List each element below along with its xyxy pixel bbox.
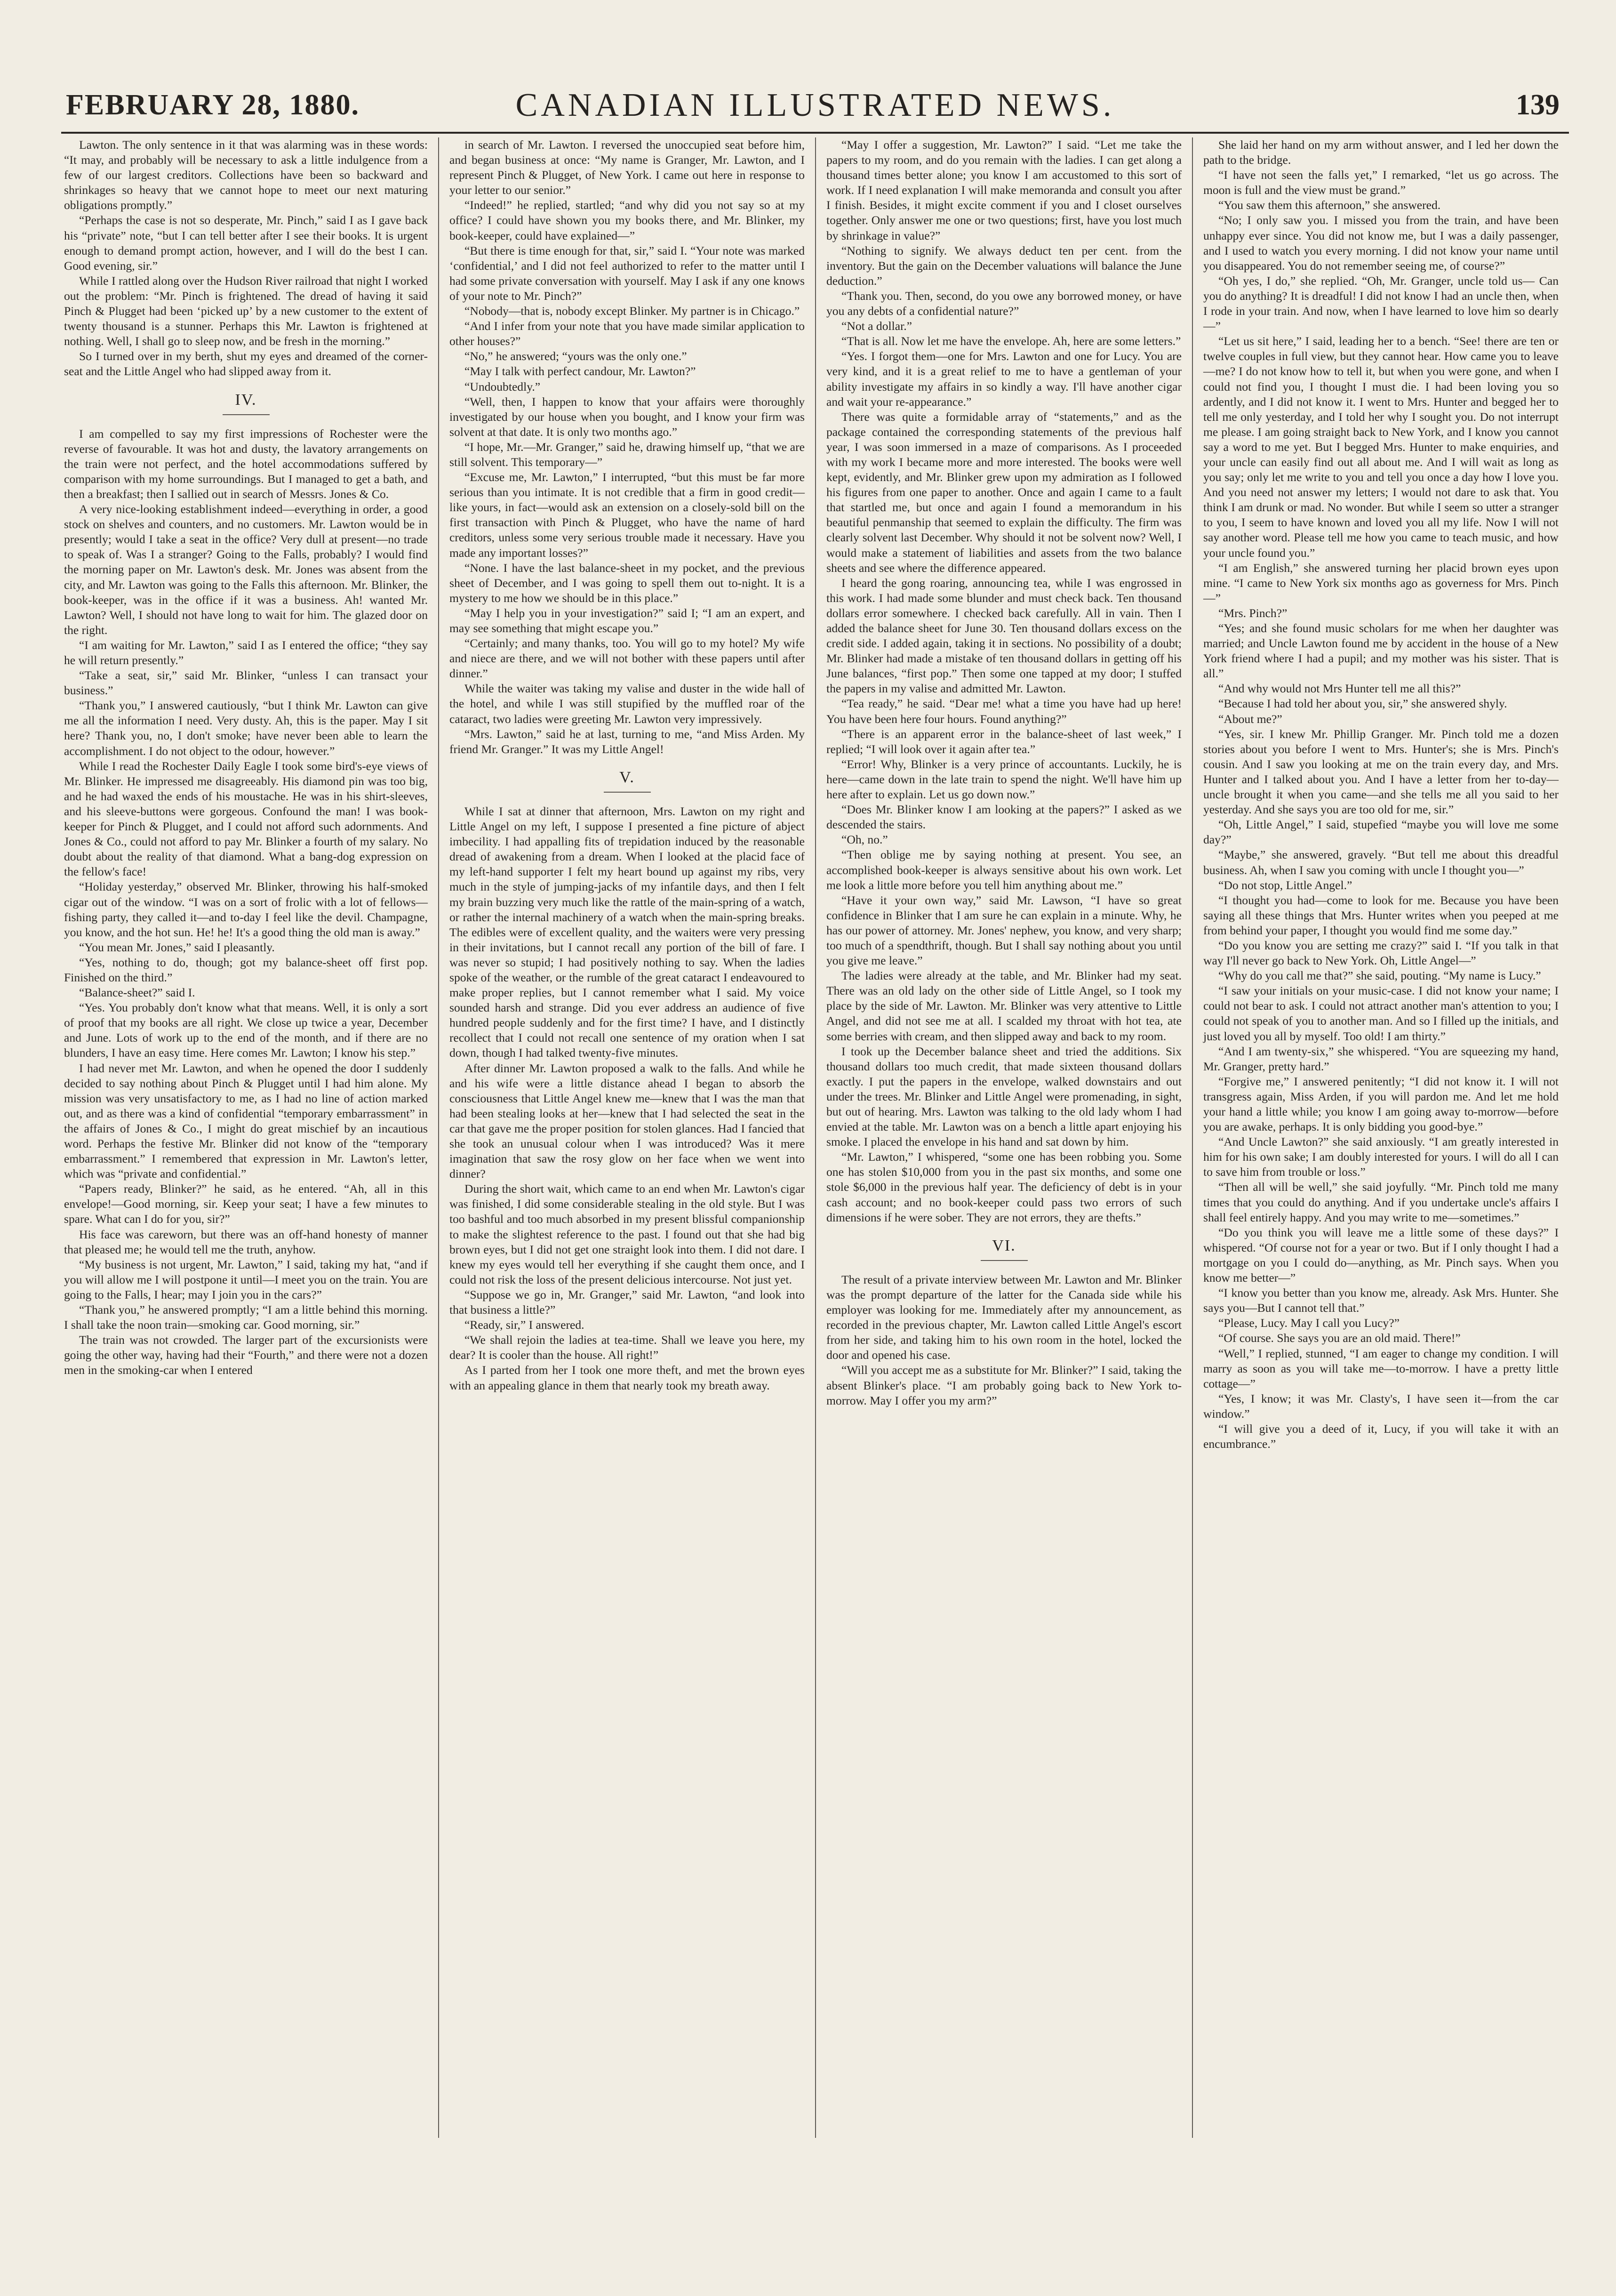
article-paragraph: “I saw your initials on your music-case. I did not know your name; I could not bear to ask. I could not attract another man's attention to you; I could not speak of you to another man. And so I filled up the initials, and just loved you all by myself. Too old! I am thirty.”: [1203, 984, 1559, 1043]
article-paragraph: “I will give you a deed of it, Lucy, if you will take it with an encumbrance.”: [1203, 1421, 1559, 1451]
article-paragraph: “We shall rejoin the ladies at tea-time. Shall we leave you here, my dear? It is cooler than the house. All right!”: [449, 1333, 805, 1362]
article-paragraph: “Yes, sir. I knew Mr. Phillip Granger. Mr. Pinch told me a dozen stories about you before I went to Mrs. Hunter's; she is Mrs. Pinch's cousin. And I saw you looking at me on the train every day, and Mrs. Hunter and I talked about you. And I have a letter from her to-day—uncle brought it when you came—and she tells me all you said to her yesterday. And she says you are too old for me, sir.”: [1203, 727, 1559, 817]
article-paragraph: “Please, Lucy. May I call you Lucy?”: [1218, 1316, 1400, 1330]
article-paragraph: “Ready, sir,” I answered.: [464, 1318, 584, 1332]
article-paragraph: Lawton. The only sentence in it that was alarming was in these words: “It may, and probably will be necessary to ask a little indulgence from a few of our largest creditors. Collections have been so backward and shrinkages so heavy that we cannot hope to meet our next maturing obligations promptly.”: [64, 138, 428, 212]
article-paragraph: After dinner Mr. Lawton proposed a walk to the falls. And while he and his wife were a little distance ahead I began to absorb the consciousness that Little Angel knew me—knew that I was the man that had been stealing looks at her—knew that I had selected the seat in the car that gave me the proper position for stolen glances. Had I fancied that she took an unusual colour when I was introduced? Was it mere imagination that saw the rosy glow on her face when we went into dinner?: [449, 1061, 805, 1181]
article-paragraph: I took up the December balance sheet and tried the additions. Six thousand dollars too much credit, that made sixteen thousand dollars exactly. I put the papers in the envelope, walked downstairs and out under the trees. Mr. Blinker and Little Angel were promenading, in sight, but out of hearing. Mrs. Lawton was talking to the old lady whom I had envied at the table. Mr. Lawton was on a bench a little apart enjoying his smoke. I placed the envelope in his hand and sat down by him.: [826, 1044, 1182, 1149]
article-paragraph: “Of course. She says you are an old maid. There!”: [1218, 1331, 1461, 1345]
column-3: [815, 137, 1192, 2138]
chapter-number: VI.: [992, 1236, 1016, 1254]
article-paragraph: During the short wait, which came to an end when Mr. Lawton's cigar was finished, I did some considerable stealing in the old style. But I was too bashful and too much absorbed in my present blissful companionship to make the slightest reference to the past. I found out that she had big brown eyes, but I did not get one straight look into them. I did not dare. I knew my eyes would tell her everything if she caught them once, and I could not risk the loss of the present delicious intercourse. Not just yet.: [449, 1182, 805, 1286]
page-number: 139: [1516, 89, 1560, 121]
article-paragraph: “Oh yes, I do,” she replied. “Oh, Mr. Granger, uncle told us— Can you do anything? It is dreadful! I did not know I had an uncle then, when I rode in your train. And now, when I have learned to love him so dearly—”: [1203, 273, 1559, 333]
article-paragraph: “None. I have the last balance-sheet in my pocket, and the previous sheet of December, and I was going to spell them out to-night. It is a mystery to me how we should be in this place.”: [449, 561, 805, 605]
article-paragraph: “Do you know you are setting me crazy?” said I. “If you talk in that way I'll never go back to New York. Oh, Little Angel—”: [1203, 938, 1559, 968]
article-paragraph: “You saw them this afternoon,” she answered.: [1218, 198, 1441, 212]
article-paragraph: “Error! Why, Blinker is a very prince of accountants. Luckily, he is here—came down in the late train to spend the night. We'll have him up here after to explain. Let us go down now.”: [826, 757, 1182, 802]
article-paragraph: While I read the Rochester Daily Eagle I took some bird's-eye views of Mr. Blinker. He impressed me disagreeably. His diamond pin was too big, and he had waxed the ends of his moustache. He was in his shirt-sleeves, and his sleeve-buttons were gorgeous. Confound the man! I was book-keeper for Pinch & Plugget, and I could not afford such adornments. And Jones & Co., could not afford to pay Mr. Blinker a fourth of my salary. No doubt about the reality of that diamond. What a bang-dog expression on the fellow's face!: [64, 759, 428, 879]
article-paragraph: The train was not crowded. The larger part of the excursionists were going the other way, having had their “Fourth,” and there were not a dozen men in the smoking-car when I entered: [64, 1333, 428, 1377]
chapter-rule: [604, 792, 651, 793]
chapter-rule: [223, 414, 270, 415]
article-paragraph: “Well,” I replied, stunned, “I am eager to change my condition. I will marry as soon as you will take me—to-morrow. I have a pretty little cottage—”: [1203, 1346, 1559, 1390]
article-paragraph: “Thank you,” I answered cautiously, “but I think Mr. Lawton can give me all the information I need. Very dusty. Ah, this is the paper. May I sit here? Thank you, no, I don't smoke; have never been able to learn the accomplishment. I do not object to the odour, however.”: [64, 698, 428, 758]
article-paragraph: I had never met Mr. Lawton, and when he opened the door I suddenly decided to say nothing about Pinch & Plugget until I had him alone. My mission was very unsatisfactory to me, as I had no line of action marked out, and as there was a kind of confidential “temporary embarrassment” in the affairs of Jones & Co., I might do great mischief by an incautious word. Perhaps the festive Mr. Blinker did not know of the “temporary embarrassment.” I remembered that expression in Mr. Lawton's letter, which was “private and confidential.”: [64, 1061, 428, 1181]
article-paragraph: “May I offer a suggestion, Mr. Lawton?” I said. “Let me take the papers to my room, and do you remain with the ladies. I can get along a thousand times better alone; you know I am accustomed to this sort of work. If I need explanation I will make memoranda and consult you after I finish. Besides, it might excite comment if you and I closet ourselves together. Only answer me one or two questions; first, have you lost much by shrinkage in value?”: [826, 138, 1182, 242]
article-paragraph: “Suppose we go in, Mr. Granger,” said Mr. Lawton, “and look into that business a little?”: [449, 1287, 805, 1317]
article-paragraph: “Certainly; and many thanks, too. You will go to my hotel? My wife and niece are there, and we will not bother with these papers until after dinner.”: [449, 636, 805, 681]
article-paragraph: “There is an apparent error in the balance-sheet of last week,” I replied; “I will look over it again after tea.”: [826, 727, 1182, 756]
article-paragraph: “Nothing to signify. We always deduct ten per cent. from the inventory. But the gain on the December valuations will balance the June deduction.”: [826, 243, 1182, 288]
article-paragraph: “And I infer from your note that you have made similar application to other houses?”: [449, 319, 805, 348]
article-paragraph: While the waiter was taking my valise and duster in the wide hall of the hotel, and while I was still stupified by the muffled roar of the cataract, two ladies were greeting Mr. Lawton very impressively.: [449, 682, 805, 726]
chapter-heading: [64, 393, 428, 415]
issue-date: FEBRUARY 28, 1880.: [66, 89, 360, 121]
article-paragraph: She laid her hand on my arm without answer, and I led her down the path to the bridge.: [1203, 138, 1559, 167]
article-paragraph: “I am waiting for Mr. Lawton,” said I as I entered the office; “they say he will return presently.”: [64, 638, 428, 667]
column-4: [1192, 137, 1569, 2138]
chapter-heading: [826, 1238, 1182, 1261]
chapter-number: IV.: [235, 391, 257, 409]
article-paragraph: “Yes. You probably don't know what that means. Well, it is only a sort of proof that my books are all right. We close up twice a year, December and June. Lots of work up to the end of the month, and if there are no blunders, I have an easy time. Here comes Mr. Lawton; I know his step.”: [64, 1001, 428, 1060]
article-paragraph: “You mean Mr. Jones,” said I pleasantly.: [79, 940, 275, 954]
article-paragraph: “Does Mr. Blinker know I am looking at the papers?” I asked as we descended the stairs.: [826, 803, 1182, 832]
article-paragraph: “I know you better than you know me, already. Ask Mrs. Hunter. She says you—But I cannot tell that.”: [1203, 1286, 1559, 1315]
article-paragraph: “Yes, nothing to do, though; got my balance-sheet off first pop. Finished on the third.”: [64, 955, 428, 984]
article-paragraph: “Take a seat, sir,” said Mr. Blinker, “unless I can transact your business.”: [64, 668, 428, 698]
chapter-rule: [981, 1260, 1028, 1261]
article-paragraph: “Oh, Little Angel,” I said, stupefied “maybe you will love me some day?”: [1203, 818, 1559, 847]
article-paragraph: “Perhaps the case is not so desperate, Mr. Pinch,” said I as I gave back his “private” note, “but I can tell better after I see their books. It is urgent enough to demand prompt action, however, and I will do the best I can. Good evening, sir.”: [64, 213, 428, 273]
article-paragraph: “Forgive me,” I answered penitently; “I did not know it. I will not transgress again, Miss Arden, if you will pardon me. And let me hold your hand a little while; you know I am going away to-morrow—before you are awake, perhaps. It is only bidding you good-bye.”: [1203, 1074, 1559, 1134]
article-paragraph: “Well, then, I happen to know that your affairs were thoroughly investigated by our house when you bought, and I know your firm was solvent at that date. It is only two months ago.”: [449, 394, 805, 439]
article-paragraph: “And Uncle Lawton?” she said anxiously. “I am greatly interested in him for his own sake; I am doubly interested for yours. I will do all I can to save him from trouble or loss.”: [1203, 1135, 1559, 1179]
article-paragraph: “No,” he answered; “yours was the only one.”: [464, 349, 687, 363]
column-2: [438, 137, 815, 2138]
article-paragraph: “No; I only saw you. I missed you from the train, and have been unhappy ever since. You did not know me, but I was a daily passenger, and I used to watch you every morning. I did not know your name until you disappeared. You do not remember seeing me, of course?”: [1203, 213, 1559, 273]
article-paragraph: “About me?”: [1218, 712, 1282, 726]
masthead: [61, 80, 1569, 134]
article-paragraph: “Nobody—that is, nobody except Blinker. My partner is in Chicago.”: [464, 304, 800, 318]
article-paragraph: “But there is time enough for that, sir,” said I. “Your note was marked ‘confidential,’ and I did not feel authorized to refer to the matter until I had some private conversation with yourself. May I ask if any one knows of your note to Mr. Pinch?”: [449, 243, 805, 303]
article-paragraph: “May I help you in your investigation?” said I; “I am an expert, and may see something that might escape you.”: [449, 606, 805, 635]
article-paragraph: “Yes, I know; it was Mr. Clasty's, I have seen it—from the car window.”: [1203, 1391, 1559, 1421]
article-paragraph: “Thank you. Then, second, do you owe any borrowed money, or have you any debts of a confidential nature?”: [826, 289, 1182, 318]
article-paragraph: “Have it your own way,” said Mr. Lawson, “I have so great confidence in Blinker that I am sure he can explain in a minute. Why, he has our power of attorney. Mr. Jones' nephew, you know, and very sharp; too much of a spendthrift, though. But I shall say nothing about you until you give me leave.”: [826, 893, 1182, 968]
article-paragraph: “Tea ready,” he said. “Dear me! what a time you have had up here! You have been here four hours. Found anything?”: [826, 697, 1182, 726]
article-paragraph: As I parted from her I took one more theft, and met the brown eyes with an appealing glance in them that nearly took my breath away.: [449, 1363, 805, 1392]
article-columns: [61, 137, 1569, 2138]
article-paragraph: “Oh, no.”: [841, 833, 888, 847]
article-paragraph: “Because I had told her about you, sir,” she answered shyly.: [1218, 697, 1507, 711]
article-paragraph: “Mr. Lawton,” I whispered, “some one has been robbing you. Some one has stolen $10,000 from you in the past six months, and some one stole $6,000 in the previous half year. The deficiency of debt is in your cash account; and no book-keeper could pass two errors of such dimensions if he were sober. They are not errors, they are thefts.”: [826, 1150, 1182, 1224]
article-paragraph: “Indeed!” he replied, startled; “and why did you not say so at my office? I could have shown you my books there, and Mr. Blinker, my book-keeper, could have explained—”: [449, 198, 805, 242]
article-paragraph: While I rattled along over the Hudson River railroad that night I worked out the problem: “Mr. Pinch is frightened. The dread of having it said Pinch & Plugget had been ‘picked up’ by a new customer to the extent of twenty thousand is a stunner. Perhaps this Mr. Lawton is frightened at nothing. Well, I shall go to sleep now, and be fresh in the morning.”: [64, 273, 428, 348]
article-paragraph: “Then all will be well,” she said joyfully. “Mr. Pinch told me many times that you could do anything. And if you undertake uncle's affairs I shall feel entirely happy. And you may write to me—sometimes.”: [1203, 1180, 1559, 1224]
article-paragraph: The ladies were already at the table, and Mr. Blinker had my seat. There was an old lady on the other side of Little Angel, so I took my place by the side of Mr. Lawton. Mr. Blinker was very attentive to Little Angel, and did not see me at all. I scalded my throat with hot tea, ate some berries with cream, and then slipped away and back to my room.: [826, 969, 1182, 1043]
article-paragraph: “Do not stop, Little Angel.”: [1218, 878, 1352, 892]
article-paragraph: “Mrs. Lawton,” said he at last, turning to me, “and Miss Arden. My friend Mr. Granger.” It was my Little Angel!: [449, 727, 805, 756]
article-paragraph: “My business is not urgent, Mr. Lawton,” I said, taking my hat, “and if you will allow me I will postpone it until—I meet you on the train. You are going to the Falls, I hear; may I join you in the cars?”: [64, 1257, 428, 1301]
article-paragraph: “And I am twenty-six,” she whispered. “You are squeezing my hand, Mr. Granger, pretty hard.”: [1203, 1044, 1559, 1073]
article-paragraph: “Let us sit here,” I said, leading her to a bench. “See! there are ten or twelve couples in full view, but they cannot hear. How came you to leave—me? I do not know how to tell it, but when you were gone, and when I could not find you, I thought I must die. I had been loving you so ardently, and I did not know it. I went to Mrs. Hunter and begged her to tell me only yesterday, and I told her why I sought you. Do not interrupt me please. I am going straight back to New York, and I know you cannot say a word to me yet. But I begged Mrs. Hunter to make enquiries, and your uncle can easily find out all about me. And I will wait as long as you say; only let me write to you and tell you once a day how I love you. And you need not answer my letters; I would not dare to ask that. You think I am drunk or mad. No wonder. But while I seem so utter a stranger to you, I seem to have known and loved you all my life. Now I will not say another word. Please tell me how you came to teach music, and how your uncle found you.”: [1203, 334, 1559, 560]
article-paragraph: “Then oblige me by saying nothing at present. You see, an accomplished book-keeper is always sensitive about his own work. Let me look a little more before you tell him anything about me.”: [826, 848, 1182, 892]
article-paragraph: “Will you accept me as a substitute for Mr. Blinker?” I said, taking the absent Blinker's place. “I am probably going back to New York to-morrow. May I offer you my arm?”: [826, 1363, 1182, 1407]
article-paragraph: A very nice-looking establishment indeed—everything in order, a good stock on shelves and counters, and no customers. Mr. Lawton would be in presently; would I take a seat in the office? Very dull at present—no trade to speak of. Was I a stranger? Going to the Falls, probably? I would find the morning paper on Mr. Lawton's desk. Mr. Jones was absent from the city, and Mr. Lawton was going to the Falls this afternoon. Mr. Blinker, the book-keeper, was in the office if it was a business. Ah! wanted Mr. Lawton? Well, I should not have long to wait for him. The glazed door on the right.: [64, 502, 428, 637]
article-paragraph: “Thank you,” he answered promptly; “I am a little behind this morning. I shall take the noon train—smoking car. Good morning, sir.”: [64, 1303, 428, 1332]
article-paragraph: “May I talk with perfect candour, Mr. Lawton?”: [464, 364, 696, 378]
article-paragraph: “I have not seen the falls yet,” I remarked, “let us go across. The moon is full and the view must be grand.”: [1203, 168, 1559, 197]
article-paragraph: “Not a dollar.”: [841, 319, 912, 333]
article-paragraph: I heard the gong roaring, announcing tea, while I was engrossed in this work. I had made some blunder and must check back. Ten thousand dollars error somewhere. I checked back carefully. All in vain. Then I added the balance sheet for June 30. Ten thousand dollars excess on the credit side. I added again, taking it in sections. No possibility of a doubt; Mr. Blinker had made a mistake of ten thousand dollars in getting off his June balances, “first pop.” Then some one tapped at my door; I stuffed the papers in my valise and admitted Mr. Lawton.: [826, 576, 1182, 696]
article-paragraph: I am compelled to say my first impressions of Rochester were the reverse of favourable. It was hot and dusty, the lavatory arrangements on the train were not perfect, and the hotel accommodations suffered by comparison with my home surroundings. But I managed to get a bath, and then a breakfast; then I sallied out in search of Messrs. Jones & Co.: [64, 426, 428, 501]
article-paragraph: “Undoubtedly.”: [464, 379, 541, 393]
article-paragraph: “Mrs. Pinch?”: [1218, 606, 1288, 620]
article-paragraph: His face was careworn, but there was an off-hand honesty of manner that pleased me; he would tell me the truth, anyhow.: [64, 1227, 428, 1256]
article-paragraph: “Balance-sheet?” said I.: [79, 986, 195, 1000]
article-paragraph: “Maybe,” she answered, gravely. “But tell me about this dreadful business. Ah, when I saw you coming with uncle I thought you—”: [1203, 848, 1559, 877]
article-paragraph: “Holiday yesterday,” observed Mr. Blinker, throwing his half-smoked cigar out of the window. “I was on a sort of frolic with a lot of fellows—fishing party, they called it—and to-day I feel like the devil. Champagne, you know, and the hot sun. He! he! It's a good thing the old man is away.”: [64, 880, 428, 939]
article-paragraph: “Excuse me, Mr. Lawton,” I interrupted, “but this must be far more serious than you intimate. It is not credible that a firm in good credit—like yours, in fact—would ask an extension on a closely-sold bill on the first transaction with Pinch & Plugget, who have the name of hard creditors, unless some very serious trouble made it necessary. Have you made any important losses?”: [449, 470, 805, 560]
article-paragraph: The result of a private interview between Mr. Lawton and Mr. Blinker was the prompt departure of the latter for the Canada side while his employer was looking for me. Immediately after my announcement, as recorded in the previous chapter, Mr. Lawton called Little Angel's escort from her side, and taking him to his own room in the hotel, locked the door and opened his case.: [826, 1272, 1182, 1362]
article-paragraph: “That is all. Now let me have the envelope. Ah, here are some letters.”: [841, 334, 1181, 348]
article-paragraph: “I hope, Mr.—Mr. Granger,” said he, drawing himself up, “that we are still solvent. This temporary—”: [449, 440, 805, 469]
article-paragraph: “Do you think you will leave me a little some of these days?” I whispered. “Of course not for a year or two. But if I only thought I had a mortgage on you I could do—anything, as Mr. Pinch says. When you know me better—”: [1203, 1225, 1559, 1285]
article-paragraph: “Papers ready, Blinker?” he said, as he entered. “Ah, all in this envelope!—Good morning, sir. Keep your seat; I have a few minutes to spare. What can I do for you, sir?”: [64, 1182, 428, 1226]
article-paragraph: “I thought you had—come to look for me. Because you have been saying all these things that Mrs. Hunter writes when you peeped at me from behind your paper, I thought you would find me some day.”: [1203, 893, 1559, 937]
chapter-number: V.: [619, 768, 635, 786]
column-1: [61, 137, 438, 2138]
article-paragraph: So I turned over in my berth, shut my eyes and dreamed of the corner-seat and the Little Angel who had slipped away from it.: [64, 349, 428, 378]
article-paragraph: “I am English,” she answered turning her placid brown eyes upon mine. “I came to New York six months ago as governess for Mrs. Pinch—”: [1203, 561, 1559, 605]
article-paragraph: “And why would not Mrs Hunter tell me all this?”: [1218, 682, 1461, 696]
article-paragraph: “Why do you call me that?” she said, pouting. “My name is Lucy.”: [1218, 969, 1541, 983]
newspaper-title: CANADIAN ILLUSTRATED NEWS.: [515, 87, 1115, 123]
chapter-heading: [449, 770, 805, 793]
article-paragraph: While I sat at dinner that afternoon, Mrs. Lawton on my right and Little Angel on my left, I suppose I presented a fine picture of abject imbecility. I had appalling fits of trepidation induced by the reasonable dread of awakening from a dream. When I looked at the placid face of my left-hand supporter I felt my heart bound up against my ribs, very much in the style of jumping-jacks of my infantile days, and then I felt my brain buzzing very much like the rattle of the main-spring of a watch, or rather the internal machinery of a watch when the main-spring breaks. The edibles were of excellent quality, and the waiters were very pressing in their invitations, but I cannot recall any portion of the bill of fare. I was never so stupid; I had positively nothing to say. When the ladies spoke of the weather, or the rumble of the great cataract I endeavoured to make proper replies, but I cannot remember what I said. My voice sounded harsh and strange. Did you ever address an audience of five hundred people suddenly and for the first time? I have, and I distinctly recollect that I could not recall one sentence of my oration when I sat down, though I had talked twenty-five minutes.: [449, 804, 805, 1060]
article-paragraph: in search of Mr. Lawton. I reversed the unoccupied seat before him, and began business at once: “My name is Granger, Mr. Lawton, and I represent Pinch & Plugget, of New York. I came out here in response to your letter to our senior.”: [449, 138, 805, 197]
article-paragraph: “Yes. I forgot them—one for Mrs. Lawton and one for Lucy. You are very kind, and it is a great relief to me to have a gentleman of your ability investigate my affairs in so kindly a way. I'll have another cigar and wait your re-appearance.”: [826, 349, 1182, 409]
article-paragraph: “Yes; and she found music scholars for me when her daughter was married; and Uncle Lawton found me by accident in the house of a New York friend where I had a pupil; and my mother was his sister. That is all.”: [1203, 621, 1559, 681]
article-paragraph: There was quite a formidable array of “statements,” and as the package contained the corresponding statements of the previous half year, I was soon immersed in a maze of comparisons. As I proceeded with my work I became more and more interested. The books were well kept, evidently, and Mr. Blinker grew upon my admiration as I followed his figures from one paper to another. Once and again I came to a fault that startled me, but once and again I found a memorandum in his beautiful penmanship that seemed to explain the difficulty. The firm was clearly solvent last December. Why should it not be solvent now? Well, I would make a statement of liabilities and assets from the two balance sheets and see where the difference appeared.: [826, 409, 1182, 575]
